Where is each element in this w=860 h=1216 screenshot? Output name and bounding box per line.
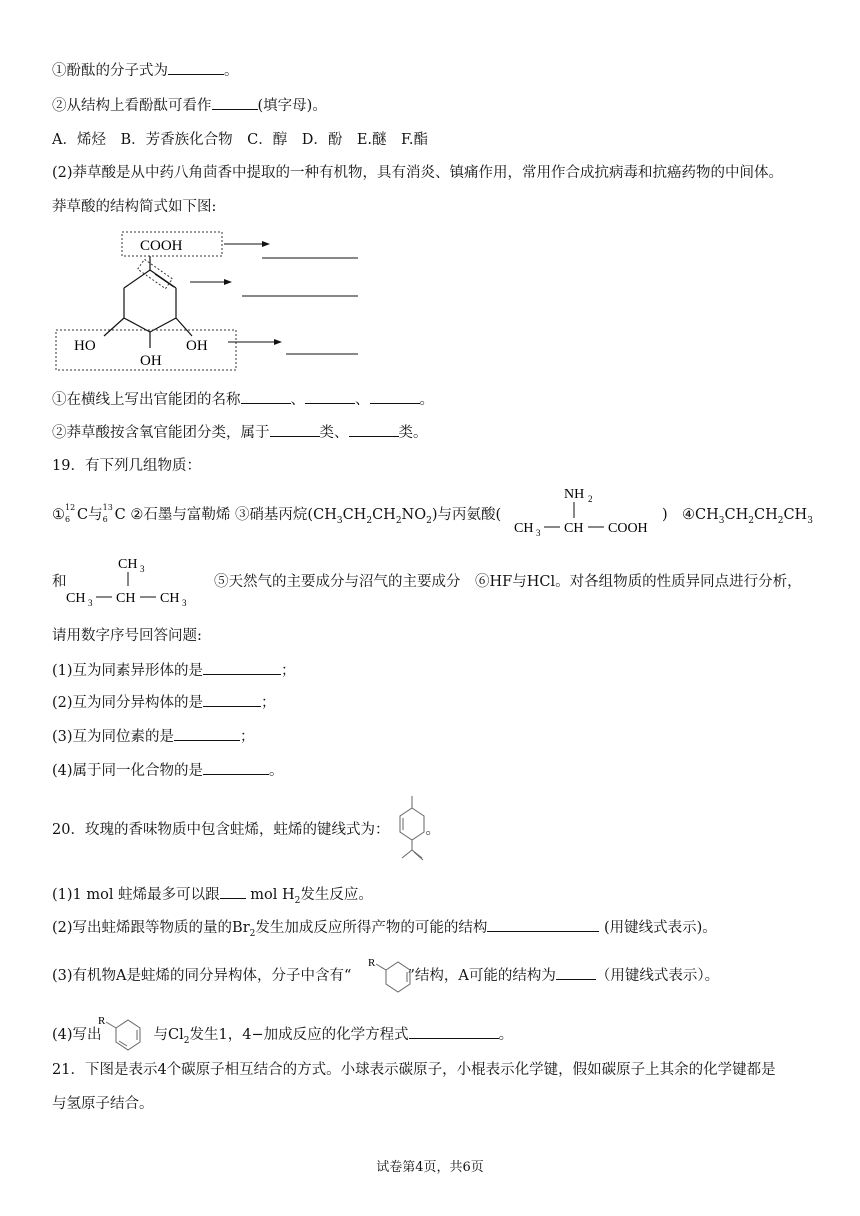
cooh-label: COOH xyxy=(140,238,183,254)
svg-text:3: 3 xyxy=(182,598,187,608)
q19-a1: (1)互为同素异形体的是 ； xyxy=(52,660,296,681)
q19-item3-close: ) xyxy=(662,507,668,523)
svg-text:2: 2 xyxy=(588,494,593,504)
answer-blank[interactable] xyxy=(487,917,599,932)
q19-and: 和 xyxy=(52,574,67,590)
q18-options: A．烯烃 B．芳香族化合物 C．醇 D．酚 E.醚 F.酯 xyxy=(52,132,428,148)
svg-text:R: R xyxy=(98,1015,106,1027)
shikimic-acid-structure xyxy=(52,222,372,372)
answer-blank[interactable] xyxy=(349,422,399,437)
isotope-c12: 12 6 xyxy=(65,503,76,524)
q19-a2: (2)互为同分异构体的是 ； xyxy=(52,692,276,713)
answer-blank[interactable] xyxy=(241,389,291,404)
page-footer: 试卷第4页，共6页 xyxy=(376,1160,484,1175)
answer-blank[interactable] xyxy=(174,726,240,741)
q18-part2-line1: (2)莽草酸是从中药八角茴香中提取的一种有机物，具有消炎、镇痛作用，常用作合成抗病毒和抗癌药物的中间体。 xyxy=(52,165,784,181)
q20-title: 20．玫瑰的香味物质中包含蛀烯，蛀烯的键线式为： 。 xyxy=(52,822,440,838)
svg-text:CH: CH xyxy=(118,557,138,572)
q19-prompt: 请用数字序号回答问题: xyxy=(52,628,202,644)
svg-text:3: 3 xyxy=(140,564,145,574)
q19-a3: (3)互为同位素的是 ； xyxy=(52,726,255,747)
svg-text:3: 3 xyxy=(88,598,93,608)
answer-blank[interactable] xyxy=(220,884,246,899)
isobutane-structure xyxy=(62,552,202,608)
answer-blank[interactable] xyxy=(409,1024,499,1039)
svg-text:CH: CH xyxy=(66,591,86,606)
q19-item4: $④CH_3CH_2CH_2CH_3$ xyxy=(682,507,813,526)
oh-right-label: OH xyxy=(186,338,208,354)
svg-text:CH: CH xyxy=(160,591,180,606)
r-cyclohexadienyl-structure xyxy=(96,1008,156,1056)
answer-blank[interactable] xyxy=(370,389,420,404)
q21-line2: 与氢原子结合。 xyxy=(52,1096,154,1112)
answer-blank[interactable] xyxy=(270,422,320,437)
limonene-structure xyxy=(394,794,430,862)
svg-text:CH: CH xyxy=(564,521,584,536)
q18-s2: ②莽草酸按含氧官能团分类，属于 类、 类。 xyxy=(52,422,428,443)
answer-blank[interactable] xyxy=(212,95,258,110)
q18-s1: ①在横线上写出官能团的名称 、 、 。 xyxy=(52,389,434,410)
answer-blank[interactable] xyxy=(556,965,596,980)
oh-mid-label: OH xyxy=(140,353,162,369)
q18-part2-line2: 莽草酸的结构简式如下图: xyxy=(52,199,217,215)
q20-a2: (2)写出蛀烯跟等物质的量的$Br_2$发生加成反应所得产物的可能的结构 (用键线式表示)。 xyxy=(52,917,717,944)
svg-text:3: 3 xyxy=(536,528,541,538)
q20-a3: (3)有机物A是蛀烯的同分异构体，分子中含有“ ”结构，A可能的结构为 （用键线式表示）。 xyxy=(52,965,719,986)
answer-blank[interactable] xyxy=(203,692,261,707)
svg-text:NH: NH xyxy=(564,487,585,502)
q20-a1: (1)1 mol 蛀烯最多可以跟 mol $H_2$发生反应。 xyxy=(52,884,373,911)
alanine-structure xyxy=(508,480,668,542)
answer-blank[interactable] xyxy=(203,660,281,675)
q21-line1: 21．下图是表示4个碳原子相互结合的方式。小球表示碳原子，小棍表示化学键，假如碳原子上其余的化学键都是 xyxy=(52,1062,776,1078)
svg-text:CH: CH xyxy=(116,591,136,606)
answer-blank[interactable] xyxy=(305,389,355,404)
q19-a4: (4)属于同一化合物的是 。 xyxy=(52,760,284,781)
isotope-c13: 13 6 xyxy=(102,503,113,524)
q20-a4: (4)写出 与$Cl_2$发生1，4−加成反应的化学方程式 。 xyxy=(52,1024,513,1051)
q19-items-row2: ⑤天然气的主要成分与沼气的主要成分 ⑥HF与HCl。对各组物质的性质异同点进行分析， xyxy=(214,574,802,590)
answer-blank[interactable] xyxy=(203,760,269,775)
q19-items-row1: ① 12 6 C与 13 6 C ②石墨与富勒烯 ③硝基丙烷$(CH_3CH_2CH_2NO_2)$与丙氨酸( xyxy=(52,503,502,526)
q18-p2: ②从结构上看酚酞可看作 (填字母)。 xyxy=(52,95,327,116)
svg-text:CH: CH xyxy=(514,521,534,536)
r-cyclohexenyl-structure xyxy=(366,950,426,998)
answer-blank[interactable] xyxy=(168,60,224,75)
oh-left-label: HO xyxy=(74,338,96,354)
q19-title: 19．有下列几组物质： xyxy=(52,458,201,474)
q18-p1: ①酚酞的分子式为 。 xyxy=(52,60,239,81)
svg-text:COOH: COOH xyxy=(608,521,648,536)
svg-text:R: R xyxy=(368,957,376,969)
